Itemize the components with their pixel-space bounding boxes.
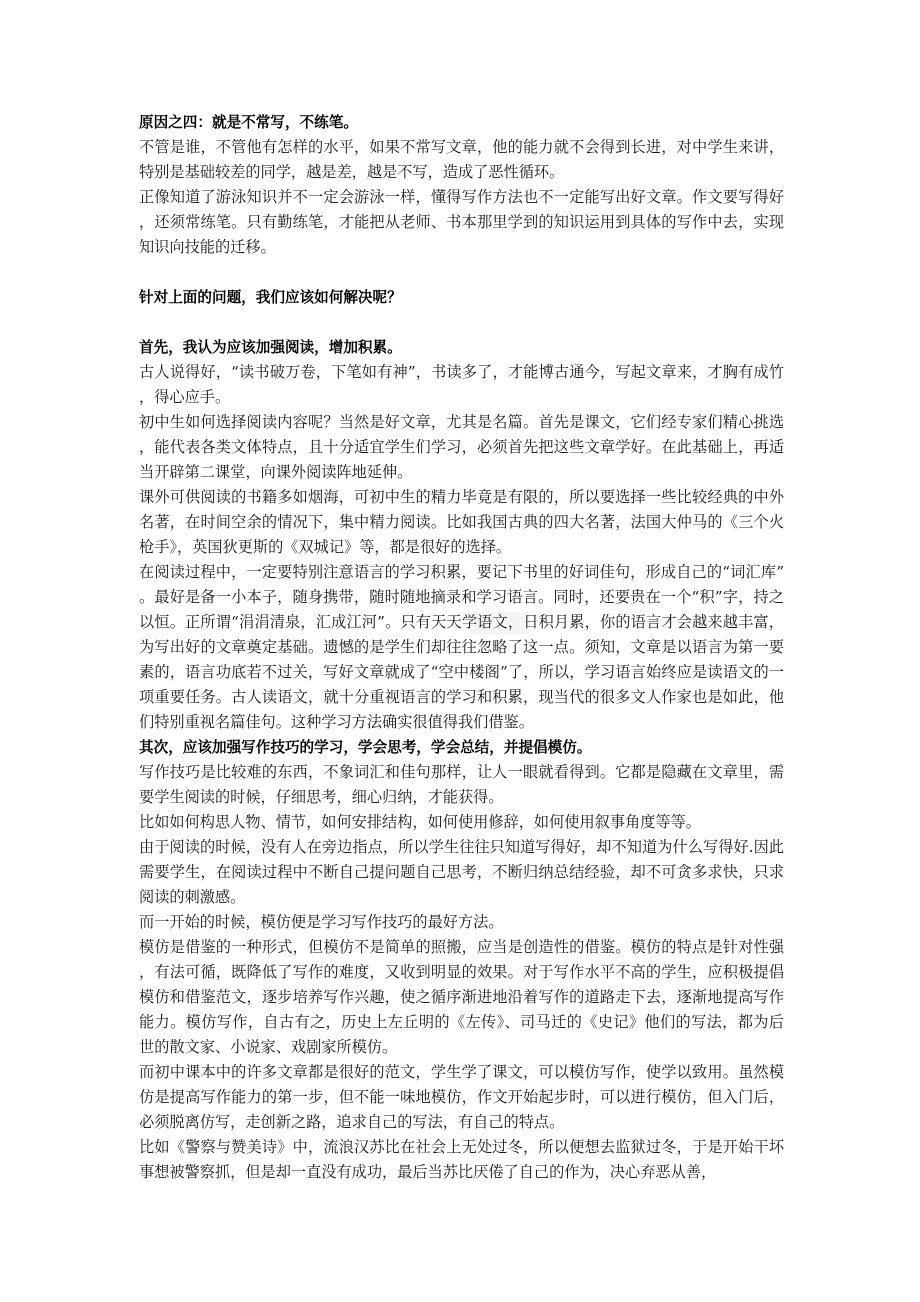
first-heading: 首先，我认为应该加强阅读，增加积累。 [139,339,402,356]
second-paragraph: 而初中课本中的许多文章都是很好的范文，学生学了课文，可以模仿写作，使学以致用。虽然模仿是提高写作能力的第一步，但不能一味地模仿，作文开始起步时，可以进行模仿，但入门后，必须脱离仿写，走创新之路，追求自己的写法，有自己的特点。 [139,1063,784,1131]
second-paragraph: 模仿是借鉴的一种形式，但模仿不是简单的照搬，应当是创造性的借鉴。模仿的特点是针对性强，有法可循，既降低了写作的难度，又收到明显的效果。对于写作水平不高的学生，应积极提倡模仿和借鉴范文，逐步培养写作兴趣，使之循序渐进地沿着写作的道路走下去，逐渐地提高写作能力。模仿写作，自古有之，历史上左丘明的《左传》、司马迁的《史记》他们的写法，都为后世的散文家、小说家、戏剧家所模仿。 [139,938,784,1056]
first-paragraph: 在阅读过程中，一定要特别注意语言的学习积累，要记下书里的好词佳句，形成自己的“词汇库”。最好是备一小本子，随身携带，随时随地摘录和学习语言。同时，还要贵在一个“积”字，持之以恒。正所谓“涓涓清泉，汇成江河”。只有天天学语文，日积月累，你的语言才会越来越丰富，为写出好的文章奠定基础。遗憾的是学生们却往往忽略了这一点。须知，文章是以语言为第一要素的，语言功底若不过关，写好文章就成了“空中楼阁”了，所以，学习语言始终应是读语文的一项重要任务。古人读语文，就十分重视语言的学习和积累，现当代的很多文人作家也是如此，他们特别重视名篇佳句。这种学习方法确实很值得我们借鉴。 [139,563,784,731]
second-paragraph: 由于阅读的时候，没有人在旁边指点，所以学生往往只知道写得好，却不知道为什么写得好.因此需要学生，在阅读过程中不断自己提问题自己思考，不断归纳总结经验，却不可贪多求快，只求阅读的刺激感。 [139,838,784,906]
document-page [139,110,784,1185]
second-paragraph: 比如《警察与赞美诗》中，流浪汉苏比在社会上无处过冬，所以便想去监狱过冬，于是开始干坏事想被警察抓，但是却一直没有成功，最后当苏比厌倦了自己的作为，决心弃恶从善， [139,1138,784,1181]
blank-line [139,310,784,335]
first-paragraph: 课外可供阅读的书籍多如烟海，可初中生的精力毕竟是有限的，所以要选择一些比较经典的中外名著，在时间空余的情况下，集中精力阅读。比如我国古典的四大名著，法国大仲马的《三个火枪手》，英国狄更斯的《双城记》等，都是很好的选择。 [139,488,784,556]
section4-paragraph-2: 正像知道了游泳知识并不一定会游泳一样，懂得写作方法也不一定能写出好文章。作文要写得好，还须常练笔。只有勤练笔，才能把从老师、书本那里学到的知识运用到具体的写作中去，实现知识向技能的迁移。 [139,188,784,256]
second-paragraph: 而一开始的时候，模仿便是学习写作技巧的最好方法。 [139,913,504,931]
first-paragraph: 古人说得好，“读书破万卷，下笔如有神”，书读多了，才能博古通今，写起文章来，才胸有成竹，得心应手。 [139,363,784,406]
second-paragraph: 写作技巧是比较难的东西，不象词汇和佳句那样，让人一眼就看得到。它都是隐藏在文章里，需要学生阅读的时候，仔细思考，细心归纳，才能获得。 [139,763,784,806]
section4-heading: 原因之四：就是不常写，不练笔。 [139,114,358,131]
question-heading: 针对上面的问题，我们应该如何解决呢？ [139,289,402,306]
second-heading: 其次，应该加强写作技巧的学习，学会思考，学会总结，并提倡模仿。 [139,739,592,756]
second-paragraph: 比如如何构思人物、情节，如何安排结构，如何使用修辞，如何使用叙事角度等等。 [139,813,701,831]
section4-paragraph-1: 不管是谁，不管他有怎样的水平，如果不常写文章，他的能力就不会得到长进，对中学生来讲，特别是基础较差的同学，越是差，越是不写，造成了恶性循环。 [139,138,784,181]
first-paragraph: 初中生如何选择阅读内容呢？当然是好文章，尤其是名篇。首先是课文，它们经专家们精心挑选，能代表各类文体特点，且十分适宜学生们学习，必须首先把这些文章学好。在此基础上，再适当开辟第二课堂，向课外阅读阵地延伸。 [139,413,784,481]
blank-line [139,260,784,285]
